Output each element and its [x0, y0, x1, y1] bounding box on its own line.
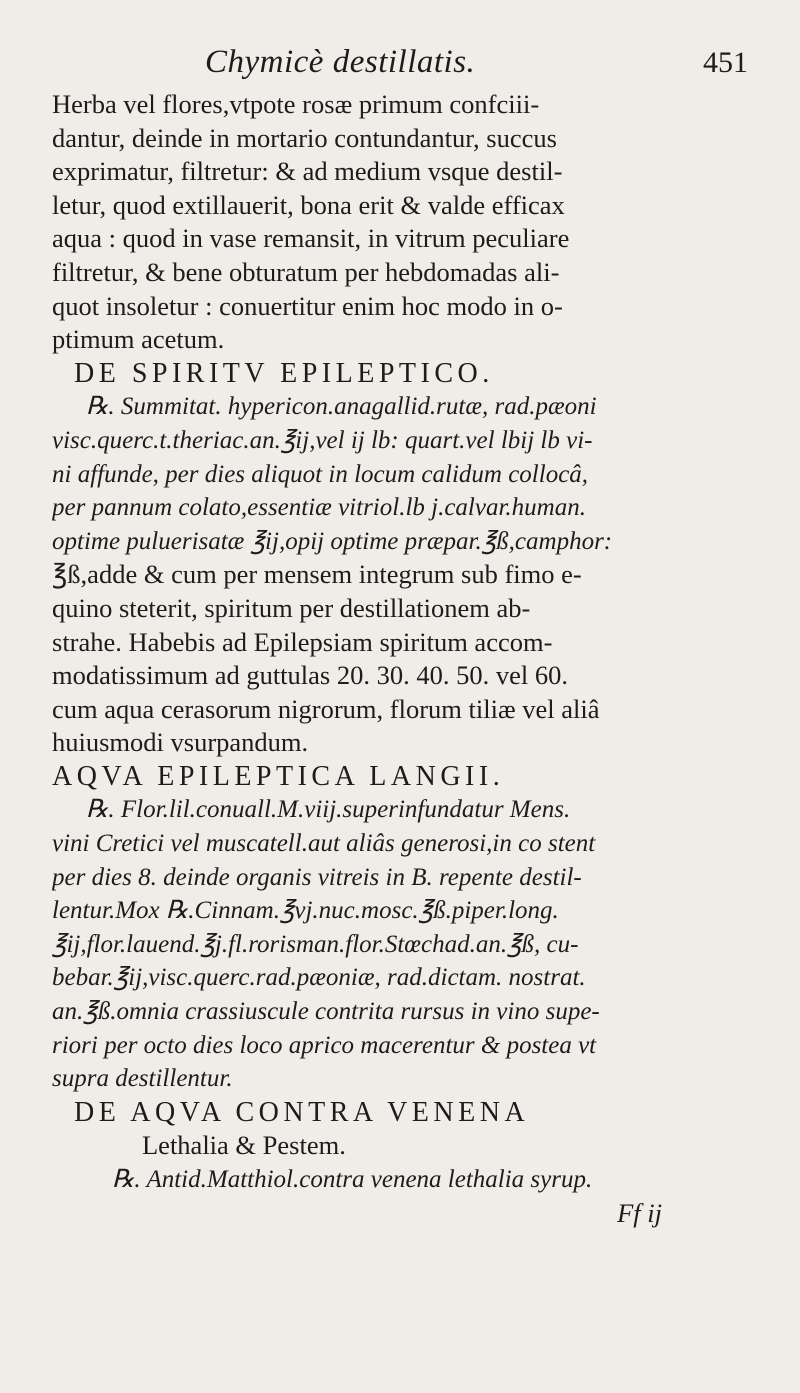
recipe-line: ℞. Antid.Matthiol.contra venena lethalia syrup.	[112, 1166, 593, 1193]
recipe-line: modatissimum ad guttulas 20. 30. 40. 50. vel 60.	[52, 660, 568, 691]
recipe-line: cum aqua cerasorum nigrorum, florum tiliæ vel aliâ	[52, 693, 600, 724]
recipe-line: visc.querc.t.theriac.an.℥ij,vel ij lb: quart.vel lbij lb vi-	[52, 426, 593, 454]
recipe-line: per pannum colato,essentiæ vitriol.lb j.calvar.human.	[52, 494, 586, 522]
running-title: Chymicè destillatis.	[205, 44, 476, 80]
recipe-line: strahe. Habebis ad Epilepsiam spiritum accom-	[52, 626, 553, 657]
body-line: ptimum acetum.	[52, 324, 225, 355]
recipe-line: vini Cretici vel muscatell.aut aliâs generosi,in co stent	[52, 830, 596, 858]
body-line: letur, quod extillauerit, bona erit & valde efficax	[52, 189, 565, 220]
page-number: 451	[703, 46, 748, 79]
recipe-line: ℞. Flor.lil.conuall.M.viij.superinfundatur Mens.	[86, 796, 571, 824]
section-heading-aqua-epileptica: AQVA EPILEPTICA LANGII.	[52, 760, 505, 792]
body-line: dantur, deinde in mortario contundantur, succus	[52, 122, 557, 153]
recipe-line: ℞. Summitat. hypericon.anagallid.rutæ, rad.pæoni	[86, 393, 597, 421]
page-body	[52, 88, 752, 1230]
recipe-line: an.℥ß.omnia crassiuscule contrita rursus in vino supe-	[52, 998, 600, 1026]
body-line: exprimatur, filtretur: & ad medium vsque destil-	[52, 156, 563, 187]
recipe-line: bebar.℥ij,visc.querc.rad.pæoniæ, rad.dictam. nostrat.	[52, 964, 586, 992]
recipe-line: quino steterit, spiritum per destillationem ab-	[52, 592, 531, 623]
body-line: quot insoletur : conuertitur enim hoc modo in o-	[52, 290, 563, 321]
recipe-line: ℥ß,adde & cum per mensem integrum sub fimo e-	[52, 559, 582, 590]
recipe-line: ℥ij,flor.lauend.℥j.fl.rorisman.flor.Stœchad.an.℥ß, cu-	[52, 930, 579, 958]
body-line: filtretur, & bene obturatum per hebdomadas ali-	[52, 256, 560, 287]
section-subheading: Lethalia & Pestem.	[142, 1130, 346, 1161]
section-heading-aqua-contra-venena: DE AQVA CONTRA VENENA	[74, 1096, 530, 1128]
section-heading-spiritus-epilepticus: DE SPIRITV EPILEPTICO.	[74, 357, 494, 389]
recipe-line: riori per octo dies loco aprico macerentur & postea vt	[52, 1031, 597, 1059]
recipe-line: supra destillentur.	[52, 1065, 233, 1093]
recipe-line: lentur.Mox ℞.Cinnam.℥vj.nuc.mosc.℥ß.piper.long.	[52, 897, 559, 925]
recipe-line: huiusmodi vsurpandum.	[52, 727, 309, 758]
page-header	[0, 40, 800, 92]
signature-mark: Ff ij	[617, 1197, 662, 1228]
body-line: aqua : quod in vase remansit, in vitrum peculiare	[52, 223, 570, 254]
recipe-line: per dies 8. deinde organis vitreis in B. repente destil-	[52, 863, 582, 891]
recipe-line: ni affunde, per dies aliquot in locum calidum collocâ,	[52, 460, 589, 488]
body-line: Herba vel flores,vtpote rosæ primum confciii-	[52, 89, 540, 119]
recipe-line: optime puluerisatæ ℥ij,opij optime præpar.℥ß,camphor:	[52, 527, 613, 555]
